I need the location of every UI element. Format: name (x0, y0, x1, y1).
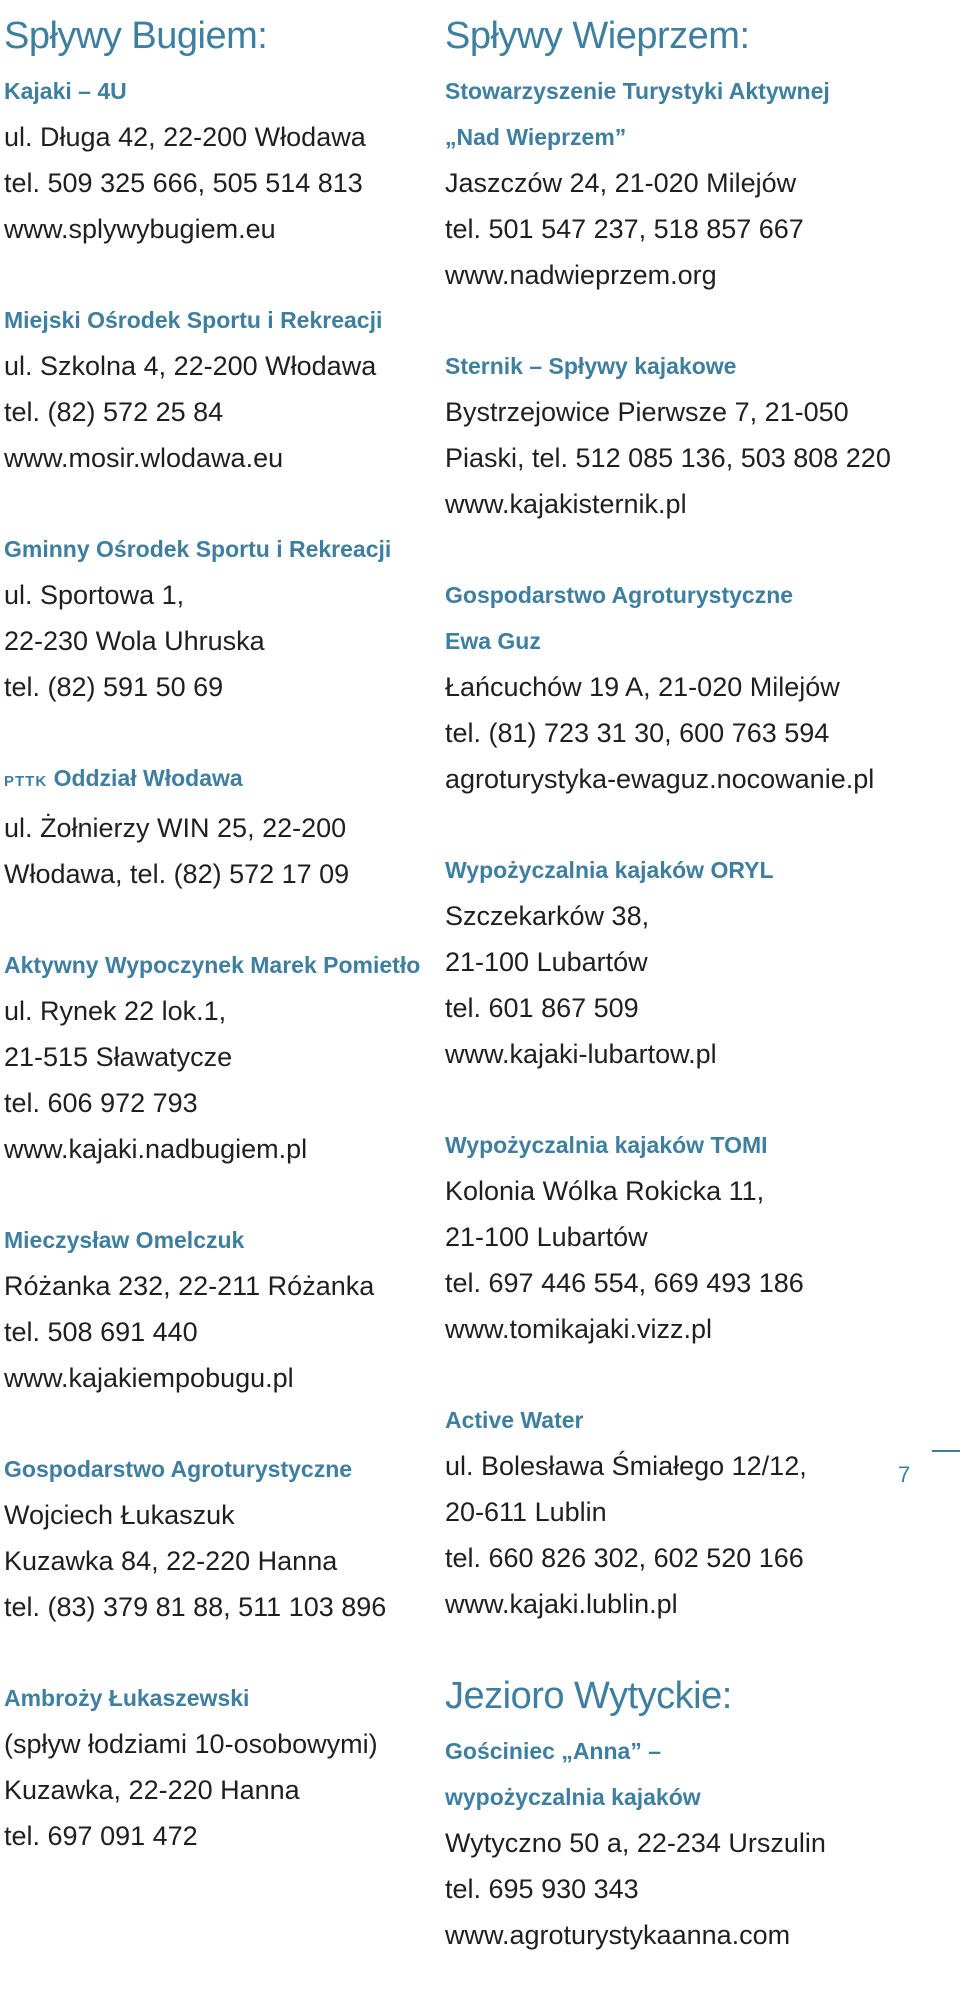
address-line: 22-230 Wola Uhruska (4, 626, 265, 656)
contact-name: Active Water (445, 1407, 584, 1433)
phone-line: tel. 695 930 343 (445, 1874, 639, 1904)
website-link[interactable]: www.tomikajaki.vizz.pl (445, 1314, 713, 1344)
contact-entry (445, 1728, 915, 1958)
website-link[interactable]: www.nadwieprzem.org (445, 260, 717, 290)
website-link[interactable]: www.kajakisternik.pl (445, 489, 687, 519)
website-link[interactable]: www.splywybugiem.eu (4, 214, 276, 244)
contact-name (4, 755, 434, 805)
name-text: Oddział Włodawa (53, 765, 243, 791)
page-number: 7 (898, 1462, 911, 1487)
contact-entry (445, 1397, 915, 1627)
contact-entry (445, 572, 915, 802)
contact-entry (445, 1122, 915, 1352)
website-link[interactable]: www.kajakiempobugu.pl (4, 1363, 294, 1393)
contact-name: Gminny Ośrodek Sportu i Rekreacji (4, 536, 392, 562)
website-link[interactable]: www.mosir.wlodawa.eu (4, 443, 284, 473)
address-line: ul. Żołnierzy WIN 25, 22-200 (4, 813, 347, 843)
contact-entry (4, 526, 434, 710)
contact-name: Aktywny Wypoczynek Marek Pomietło (4, 952, 421, 978)
address-line: 21-100 Lubartów (445, 947, 648, 977)
address-phone-line: Włodawa, tel. (82) 572 17 09 (4, 859, 350, 889)
contact-entry (4, 755, 434, 897)
website-link[interactable]: www.agroturystykaanna.com (445, 1920, 791, 1950)
address-line: Łańcuchów 19 A, 21-020 Milejów (445, 672, 840, 702)
phone-line: tel. 660 826 302, 602 520 166 (445, 1543, 804, 1573)
right-column (445, 0, 915, 2003)
contact-entry (4, 1675, 434, 1859)
contact-name-2: wypożyczalnia kajaków (445, 1784, 701, 1810)
contact-name: Kajaki – 4U (4, 78, 127, 104)
address-line: ul. Rynek 22 lok.1, (4, 996, 227, 1026)
section-heading-bug: Spływy Bugiem: (4, 15, 268, 57)
website-link[interactable]: agroturystyka-ewaguz.nocowanie.pl (445, 764, 875, 794)
address-line: Różanka 232, 22-211 Różanka (4, 1271, 375, 1301)
phone-line: tel. (81) 723 31 30, 600 763 594 (445, 718, 830, 748)
name-prefix: PTTK (4, 773, 48, 790)
section-heading-wieprz: Spływy Wieprzem: (445, 15, 750, 57)
contact-name: Ambroży Łukaszewski (4, 1685, 250, 1711)
contact-entry (4, 1217, 434, 1401)
address-phone-line: Piaski, tel. 512 085 136, 503 808 220 (445, 443, 891, 473)
address-line: Kuzawka 84, 22-220 Hanna (4, 1546, 338, 1576)
phone-line: tel. (82) 591 50 69 (4, 672, 224, 702)
contact-name: Gospodarstwo Agroturystyczne (4, 1456, 353, 1482)
contact-entry (445, 68, 915, 298)
address-line: 20-611 Lublin (445, 1497, 607, 1527)
contact-entry (4, 1446, 434, 1630)
left-column (4, 0, 434, 1904)
contact-name-2: Ewa Guz (445, 628, 541, 654)
contact-entry (445, 343, 915, 527)
contact-entry (4, 942, 434, 1172)
contact-name: Gospodarstwo Agroturystyczne (445, 582, 794, 608)
phone-line: tel. 508 691 440 (4, 1317, 198, 1347)
contact-name: Miejski Ośrodek Sportu i Rekreacji (4, 307, 383, 333)
phone-line: tel. 601 867 509 (445, 993, 639, 1023)
address-line: ul. Sportowa 1, (4, 580, 185, 610)
contact-entry (4, 297, 434, 481)
address-line: Wytyczno 50 a, 22-234 Urszulin (445, 1828, 826, 1858)
contact-name: Sternik – Spływy kajakowe (445, 353, 737, 379)
contact-name: Gościniec „Anna” – (445, 1738, 662, 1764)
website-link[interactable]: www.kajaki.lublin.pl (445, 1589, 678, 1619)
contact-name: Wypożyczalnia kajaków TOMI (445, 1132, 768, 1158)
note-line: (spływ łodziami 10-osobowymi) (4, 1729, 378, 1759)
phone-line: tel. 606 972 793 (4, 1088, 198, 1118)
address-line: ul. Bolesława Śmiałego 12/12, (445, 1451, 807, 1481)
page-number-rule (932, 1450, 960, 1452)
address-line: ul. Szkolna 4, 22-200 Włodawa (4, 351, 377, 381)
contact-name: Stowarzyszenie Turystyki Aktywnej (445, 78, 830, 104)
person-line: Wojciech Łukaszuk (4, 1500, 235, 1530)
website-link[interactable]: www.kajaki-lubartow.pl (445, 1039, 717, 1069)
phone-line: tel. 697 446 554, 669 493 186 (445, 1268, 804, 1298)
section-heading-wytyckie: Jezioro Wytyckie: (445, 1675, 732, 1717)
phone-line: tel. 509 325 666, 505 514 813 (4, 168, 363, 198)
phone-line: tel. 697 091 472 (4, 1821, 198, 1851)
address-line: 21-515 Sławatycze (4, 1042, 233, 1072)
address-line: Jaszczów 24, 21-020 Milejów (445, 168, 797, 198)
address-line: Kolonia Wólka Rokicka 11, (445, 1176, 765, 1206)
address-line: 21-100 Lubartów (445, 1222, 648, 1252)
website-link[interactable]: www.kajaki.nadbugiem.pl (4, 1134, 308, 1164)
address-line: Bystrzejowice Pierwsze 7, 21-050 (445, 397, 849, 427)
phone-line: tel. (83) 379 81 88, 511 103 896 (4, 1592, 387, 1622)
contact-name: Wypożyczalnia kajaków ORYL (445, 857, 774, 883)
contact-entry (445, 847, 915, 1077)
address-line: ul. Długa 42, 22-200 Włodawa (4, 122, 366, 152)
contact-name-2: „Nad Wieprzem” (445, 124, 627, 150)
contact-entry (4, 68, 434, 252)
address-line: Kuzawka, 22-220 Hanna (4, 1775, 300, 1805)
address-line: Szczekarków 38, (445, 901, 650, 931)
phone-line: tel. 501 547 237, 518 857 667 (445, 214, 804, 244)
phone-line: tel. (82) 572 25 84 (4, 397, 224, 427)
contact-name: Mieczysław Omelczuk (4, 1227, 245, 1253)
